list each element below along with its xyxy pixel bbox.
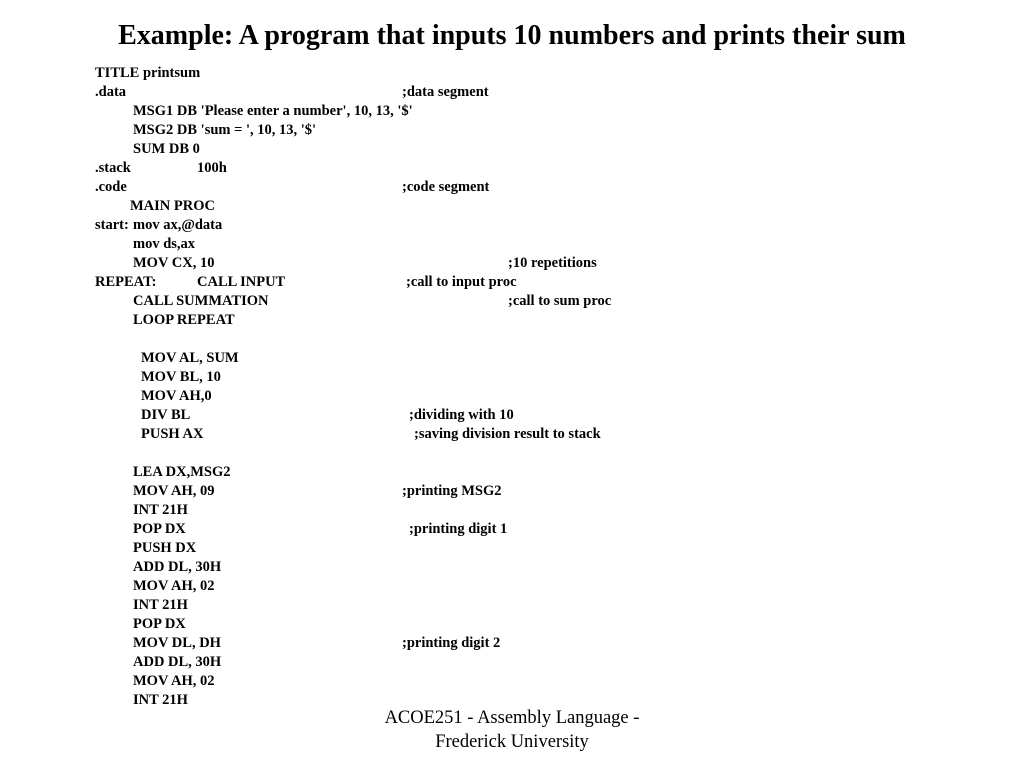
code-title-line: TITLE printsum <box>95 65 201 81</box>
code-data-directive: .data <box>95 84 127 100</box>
code-loop-repeat: LOOP REPEAT <box>133 312 235 328</box>
code-int-21h-2: INT 21H <box>133 597 188 613</box>
code-mov-ah-0: MOV AH,0 <box>141 388 212 404</box>
code-add-dl-2: ADD DL, 30H <box>133 654 222 670</box>
code-int-21h-1: INT 21H <box>133 502 188 518</box>
code-start-label: start: <box>95 217 129 233</box>
code-comment-printing-digit-1: ;printing digit 1 <box>409 521 508 537</box>
footer-university-line: Frederick University <box>435 732 589 752</box>
code-comment-saving-division: ;saving division result to stack <box>414 426 601 442</box>
code-int-21h-3: INT 21H <box>133 692 188 708</box>
code-call-input: CALL INPUT <box>197 274 286 290</box>
code-msg1-line: MSG1 DB 'Please enter a number', 10, 13, '$' <box>133 103 413 119</box>
slide-footer <box>0 706 1024 754</box>
code-mov-ds: mov ds,ax <box>133 236 196 252</box>
code-start-instr: mov ax,@data <box>133 217 223 233</box>
code-mov-ah-02-2: MOV AH, 02 <box>133 673 215 689</box>
code-msg2-line: MSG2 DB 'sum = ', 10, 13, '$' <box>133 122 317 138</box>
code-pop-dx-2: POP DX <box>133 616 186 632</box>
code-comment-dividing: ;dividing with 10 <box>409 407 514 423</box>
code-mov-ah-09: MOV AH, 09 <box>133 483 215 499</box>
code-comment-printing-msg2: ;printing MSG2 <box>402 483 502 499</box>
code-stack-size: 100h <box>197 160 227 176</box>
code-main-proc: MAIN PROC <box>130 198 215 214</box>
code-sum-line: SUM DB 0 <box>133 141 200 157</box>
code-stack-directive: .stack <box>95 160 131 176</box>
code-mov-bl-10: MOV BL, 10 <box>141 369 221 385</box>
code-comment-data-segment: ;data segment <box>402 84 489 100</box>
code-code-directive: .code <box>95 179 127 195</box>
code-comment-sum-proc: ;call to sum proc <box>508 293 612 309</box>
code-call-summation: CALL SUMMATION <box>133 293 269 309</box>
code-mov-dl-dh: MOV DL, DH <box>133 635 221 651</box>
code-comment-input-proc: ;call to input proc <box>406 274 517 290</box>
code-mov-ah-02-1: MOV AH, 02 <box>133 578 215 594</box>
code-comment-code-segment: ;code segment <box>402 179 490 195</box>
code-comment-repetitions: ;10 repetitions <box>508 255 597 271</box>
code-pop-dx-1: POP DX <box>133 521 186 537</box>
code-push-dx: PUSH DX <box>133 540 197 556</box>
code-mov-al-sum: MOV AL, SUM <box>141 350 239 366</box>
code-add-dl-1: ADD DL, 30H <box>133 559 222 575</box>
code-lea-dx: LEA DX,MSG2 <box>133 464 231 480</box>
code-push-ax: PUSH AX <box>141 426 204 442</box>
code-comment-printing-digit-2: ;printing digit 2 <box>402 635 501 651</box>
code-div-bl: DIV BL <box>141 407 191 423</box>
code-repeat-label: REPEAT: <box>95 274 157 290</box>
code-mov-cx: MOV CX, 10 <box>133 255 215 271</box>
footer-course-line: ACOE251 - Assembly Language - <box>384 708 640 728</box>
slide-title: Example: A program that inputs 10 numbers and prints their sum <box>118 20 906 51</box>
code-listing <box>0 64 1024 708</box>
